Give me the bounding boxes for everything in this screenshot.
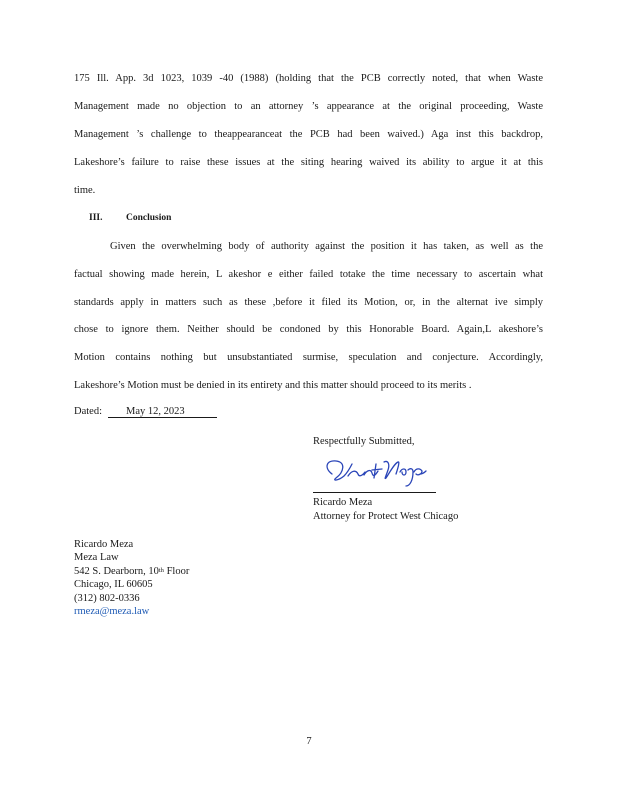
date-row [74, 406, 217, 418]
signature-line [313, 492, 436, 493]
signer-title: Attorney for Protect West Chicago [313, 511, 459, 522]
handwritten-signature [318, 454, 428, 490]
address-main: 542 S. Dearborn, 10 [74, 566, 159, 577]
contact-phone: (312) 802-0336 [74, 593, 140, 604]
date-value: May 12, 2023 [108, 406, 217, 418]
heading-number: III. [89, 213, 103, 223]
address-superscript: th [158, 567, 164, 574]
paragraph-2-line-5: Motion contains nothing but unsubstantiated surmise, speculation and conjecture. Accordingly, [74, 352, 543, 363]
paragraph-1-line-3: Management ’s challenge to theappearanceat the PCB had been waived.) Aga inst this backdrop, [74, 129, 543, 140]
paragraph-1-line-2: Management made no objection to an attorney ’s appearance at the original proceeding, Waste [74, 101, 543, 112]
date-label: Dated: [74, 406, 102, 417]
signer-name: Ricardo Meza [313, 497, 373, 508]
page-number: 7 [306, 736, 312, 747]
paragraph-2-line-6: Lakeshore’s Motion must be denied in its entirety and this matter should proceed to its merits . [74, 380, 472, 391]
paragraph-2-line-1: Given the overwhelming body of authority against the position it has taken, as well as the [110, 241, 543, 252]
contact-address [74, 565, 189, 579]
paragraph-1-line-5: time. [74, 185, 96, 196]
paragraph-1-line-1: 175 Ill. App. 3d 1023, 1039 -40 (1988) (holding that the PCB correctly noted, that when Waste [74, 73, 543, 84]
contact-name: Ricardo Meza [74, 539, 134, 550]
paragraph-2-line-4: chose to ignore them. Neither should be condoned by this Honorable Board. Again,L akeshore’s [74, 324, 543, 335]
contact-firm: Meza Law [74, 552, 119, 563]
contact-city: Chicago, IL 60605 [74, 579, 153, 590]
paragraph-2-line-3: standards apply in matters such as these ,before it filed its Motion, or, in the alternat ive simply [74, 297, 543, 308]
address-floor: Floor [163, 566, 190, 577]
contact-email-link[interactable]: rmeza@meza.law [74, 606, 150, 617]
section-heading [89, 213, 171, 223]
paragraph-2-line-2: factual showing made herein, L akeshor e either failed totake the time necessary to ascertain what [74, 269, 543, 280]
heading-title: Conclusion [126, 213, 172, 223]
closing-text: Respectfully Submitted, [313, 436, 415, 447]
paragraph-1-line-4: Lakeshore’s failure to raise these issues at the siting hearing waived its ability to argue it at this [74, 157, 543, 168]
